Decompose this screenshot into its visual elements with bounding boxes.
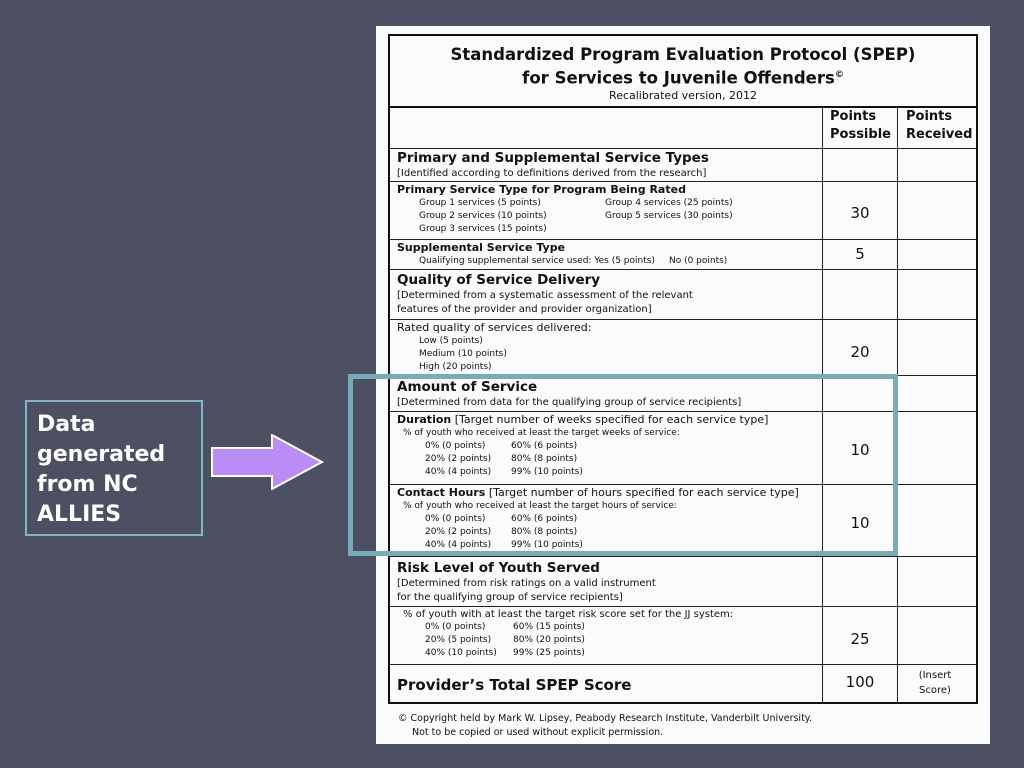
- group-list-right: Group 4 services (25 points) Group 5 services (30 points): [605, 198, 733, 221]
- section-heading: Primary and Supplemental Service Types: [397, 150, 709, 166]
- points-contact-hours: 10: [850, 514, 870, 532]
- column-divider: [897, 108, 898, 704]
- row-bracket: [Target number of hours specified for each service type]: [488, 486, 799, 499]
- scale-left: 0% (0 points) 20% (5 points) 40% (10 points): [425, 622, 497, 658]
- row-divider: [390, 411, 976, 412]
- row-desc: % of youth who received at least the target hours of service:: [403, 501, 677, 511]
- section-heading: Risk Level of Youth Served: [397, 560, 600, 576]
- section-note: for the qualifying group of service recipients]: [397, 592, 623, 603]
- points-total: 100: [845, 673, 875, 691]
- copyright-symbol: ©: [834, 70, 844, 80]
- scale-right: 60% (15 points) 80% (20 points) 99% (25 points): [513, 622, 585, 658]
- row-divider: [390, 556, 976, 557]
- section-note: [Identified according to definitions derived from the research]: [397, 168, 707, 179]
- copyright-notice: © Copyright held by Mark W. Lipsey, Peabody Research Institute, Vanderbilt University. Not to be copied or used without explicit permission.: [398, 713, 813, 738]
- row-label: Duration: [397, 413, 452, 426]
- row-divider: [390, 664, 976, 665]
- total-score-label: Provider’s Total SPEP Score: [397, 676, 632, 694]
- document-version: Recalibrated version, 2012: [609, 88, 757, 102]
- points-risk: 25: [850, 630, 870, 648]
- row-label: Rated quality of services delivered:: [397, 321, 592, 334]
- row-detail: Qualifying supplemental service used: Yes (5 points) No (0 points): [419, 256, 728, 266]
- scale-left: 0% (0 points) 20% (2 points) 40% (4 points): [425, 514, 492, 550]
- section-risk: [397, 560, 656, 605]
- insert-score-note: (Insert Score): [918, 670, 952, 696]
- header-points-possible: Points Possible: [830, 109, 891, 142]
- callout-line: ALLIES: [37, 502, 122, 527]
- group-list-left: Group 1 services (5 points) Group 2 services (10 points) Group 3 services (15 points): [419, 198, 547, 234]
- row-bracket: [Target number of weeks specified for each service type]: [454, 413, 769, 426]
- section-quality: [397, 272, 693, 317]
- scale-left: 0% (0 points) 20% (2 points) 40% (4 points): [425, 441, 492, 477]
- row-divider: [390, 269, 976, 270]
- points-primary: 30: [850, 204, 870, 222]
- row-divider: [390, 148, 976, 149]
- scale-right: 60% (6 points) 80% (8 points) 99% (10 points): [511, 441, 583, 477]
- section-note: [Determined from a systematic assessment of the relevant: [397, 290, 693, 301]
- row-divider: [390, 319, 976, 320]
- row-divider: [390, 375, 976, 376]
- header-points-received: Points Received: [906, 109, 973, 142]
- row-label: Primary Service Type for Program Being Rated: [397, 183, 686, 196]
- column-divider: [822, 108, 823, 704]
- row-label: Contact Hours: [397, 486, 486, 499]
- row-contact-hours: [397, 486, 821, 554]
- callout-line: Data: [37, 412, 96, 437]
- right-arrow-icon: [210, 434, 326, 490]
- row-desc: % of youth who received at least the target weeks of service:: [403, 428, 680, 438]
- document-title: Standardized Program Evaluation Protocol (SPEP): [450, 45, 916, 64]
- section-amount: [397, 379, 741, 410]
- points-quality: 20: [850, 343, 870, 361]
- scale-right: 60% (6 points) 80% (8 points) 99% (10 points): [511, 514, 583, 550]
- points-supplemental: 5: [855, 245, 865, 263]
- row-divider: [390, 606, 976, 607]
- row-risk-level: [397, 608, 821, 660]
- callout-line: from NC: [37, 472, 138, 497]
- section-primary-supplemental: [397, 150, 709, 181]
- row-label: Supplemental Service Type: [397, 241, 566, 254]
- points-duration: 10: [850, 441, 870, 459]
- section-heading: Quality of Service Delivery: [397, 272, 601, 288]
- spep-document: [376, 26, 990, 744]
- callout-line: generated: [37, 442, 166, 467]
- row-primary-service: [397, 183, 817, 236]
- row-divider: [390, 484, 976, 485]
- row-desc: % of youth with at least the target risk score set for the JJ system:: [403, 609, 734, 620]
- document-frame: [388, 34, 978, 704]
- row-divider: [390, 239, 976, 240]
- row-duration: [397, 413, 821, 479]
- row-rated-quality: [397, 321, 591, 373]
- quality-levels: Low (5 points) Medium (10 points) High (20 points): [419, 336, 507, 372]
- section-note: [Determined from risk ratings on a valid instrument: [397, 578, 656, 589]
- document-title-block: [390, 36, 976, 108]
- document-subtitle: for Services to Juvenile Offenders©: [522, 68, 844, 88]
- row-supplemental-service: [397, 241, 727, 268]
- row-divider: [390, 181, 976, 182]
- section-note: [Determined from data for the qualifying group of service recipients]: [397, 397, 742, 408]
- section-note: features of the provider and provider organization]: [397, 304, 652, 315]
- callout-box: [25, 400, 203, 536]
- section-heading: Amount of Service: [397, 379, 538, 395]
